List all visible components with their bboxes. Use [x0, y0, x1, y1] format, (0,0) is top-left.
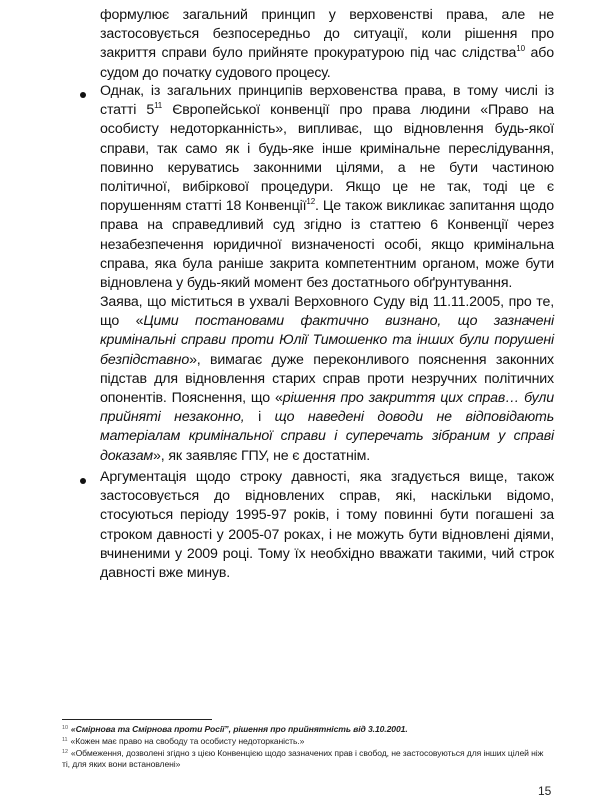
paragraph-limitation-period	[100, 468, 554, 583]
quote-text: Цими постановами фактично визнано, що зазначені кримінальні справи проти Юлії Тимошенко та інших були порушені безпідставно	[100, 313, 554, 368]
footnote-ref: 12	[306, 197, 315, 207]
footnote-11	[62, 736, 562, 747]
footnote-number: 12	[62, 749, 68, 755]
footnote-12	[62, 748, 552, 771]
paragraph-supreme-court-statement	[100, 293, 554, 466]
bullet-icon	[80, 478, 86, 484]
body-text: . Це також викликає запитання щодо права на справедливий суд згідно із статтею 6 Конвенції через незабезпечення юридичної визначеності особі, якщо кримінальна справа, яка була раніше закрита компетентним органом, може бути відновлена у будь-який момент без достатнього обґрунтування.	[100, 198, 554, 292]
body-text: і	[244, 409, 275, 426]
body-text: », як заявляє ГПУ, не є достатнім.	[153, 447, 371, 464]
body-text: або судом до початку судового процесу.	[100, 45, 555, 81]
footnote-ref: 10	[516, 44, 525, 54]
footnote-number: 11	[62, 737, 68, 743]
footnote-number: 10	[62, 725, 68, 731]
citation-text: «Смірнова та Смірнова проти Росії”, рішення про прийнятність від 3.10.2001.	[70, 724, 408, 734]
body-text: Однак, із загальних принципів верховенства права, в тому числі із статті 5	[100, 83, 554, 119]
footnote-10	[62, 724, 562, 735]
page-number: 15	[538, 784, 552, 798]
quote-text: рішення про закриття цих справ… були прийняті незаконно,	[100, 390, 554, 426]
body-text: формулює загальний принцип у верховенстві права, але не застосовується безпосередньо до ситуації, коли рішення про закриття справи було прийняте прокуратурою під час слідства	[100, 7, 554, 62]
paragraph-principle	[100, 6, 554, 83]
footnote-separator	[62, 719, 212, 720]
body-text: «Кожен має право на свободу та особисту недоторканість.»	[70, 736, 305, 746]
body-text: «Обмеження, дозволені згідно з цією Конвенцією щодо зазначених прав і свобод, не застосовуються для інших цілей ніж ті, для яких вони встановлені»	[62, 748, 544, 770]
body-text: Європейської конвенції про права людини «Право на особисту недоторканність», випливає, що відновлення будь-якої справи, так само як і будь-яке інше кримінальне переслідування, повинно керуватись законними цілями, а не бути частиною політичної, вибіркової процедури. Якщо це не так, тоді це є порушенням статті 18 Конвенції	[100, 102, 554, 215]
quote-text: що наведені доводи не відповідають матеріалам кримінальної справи і суперечать зібраним у справі доказам	[100, 409, 554, 464]
body-text: Аргументація щодо строку давності, яка згадується вище, також застосовується до відновлених справ, які, наскільки відомо, стосуються періоду 1995-97 років, і тому повинні бути погашені за строком давності у 2005-07 роках, і не можуть бути відновлені діями, вчиненими у 2009 році. Тому їх необхідно вважати такими, чий строк давності вже минув.	[100, 469, 554, 582]
bullet-icon	[80, 92, 86, 98]
body-text: », вимагає дуже переконливого пояснення законних підстав для відновлення старих справ проти незручних політичних опонентів. Пояснення, що «	[100, 351, 554, 407]
body-text: Заява, що міститься в ухвалі Верховного Суду від 11.11.2005, про те, що «	[100, 294, 554, 330]
footnote-ref: 11	[154, 101, 163, 111]
paragraph-rule-of-law	[100, 82, 554, 293]
